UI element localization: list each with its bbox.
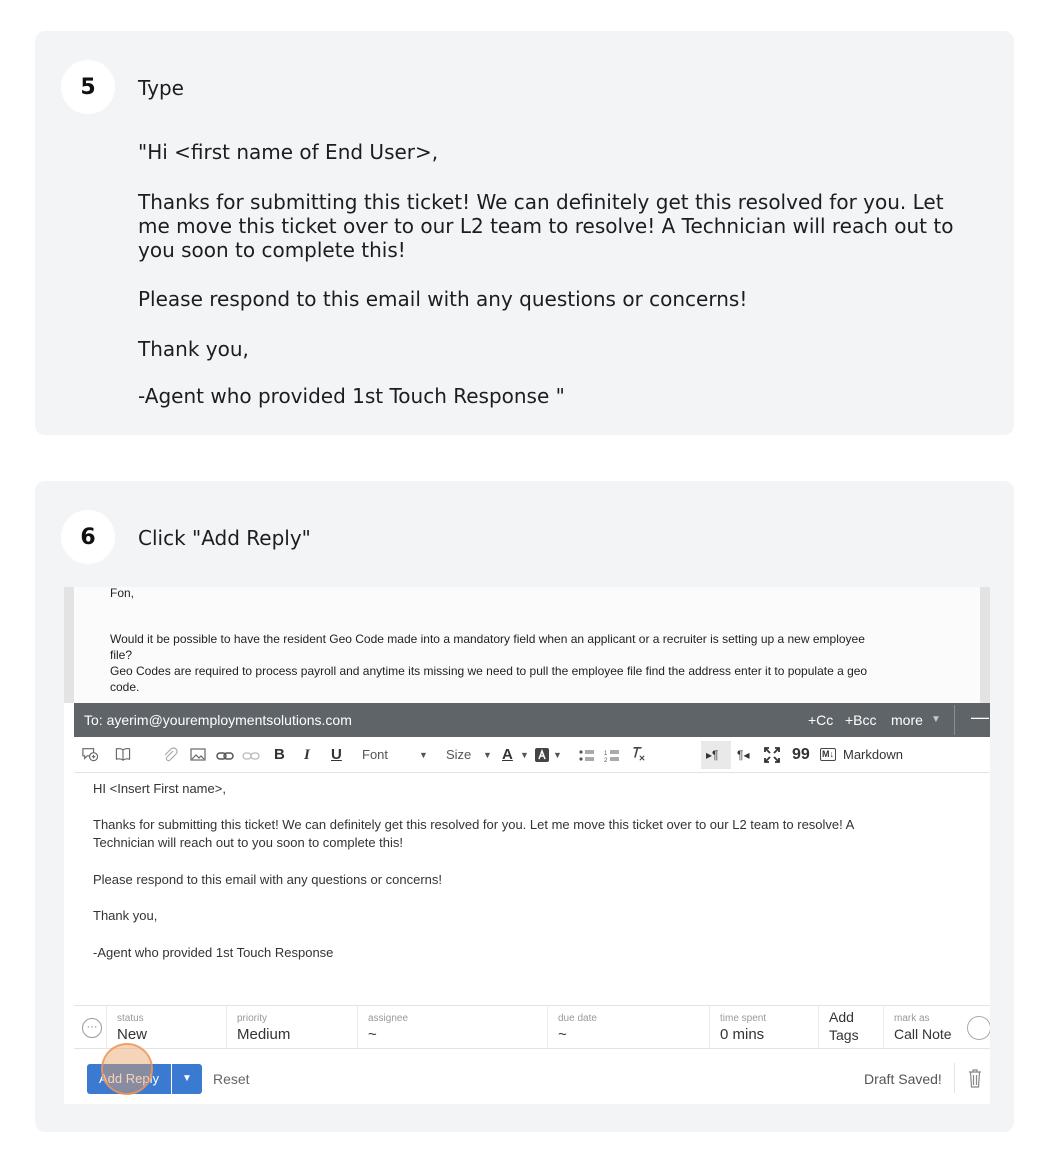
italic-button[interactable]: I [304,747,310,763]
click-indicator [101,1043,153,1095]
reply-actions [74,1049,990,1104]
editor-line: Thanks for submitting this ticket! We can definitely get this resolved for you. Let me move this ticket over to our L2 team to resolve! A [93,817,855,832]
knowledge-base-icon[interactable] [114,746,132,762]
add-tags-line1: Add [829,1009,854,1025]
editor-line: Technician will reach out to you soon to complete this! [93,835,404,850]
add-cc-link[interactable]: +Cc [808,712,834,728]
step-5-card [35,31,1014,435]
instruction-line: -Agent who provided 1st Touch Response " [138,384,565,408]
ltr-direction-icon[interactable]: ▸¶ [706,748,719,762]
mark-as-value: Call Note [894,1026,952,1042]
instruction-line: "Hi <first name of End User>, [138,140,439,164]
priority-field[interactable] [226,1006,357,1048]
due-date-field[interactable] [547,1006,709,1048]
call-note-toggle[interactable] [967,1016,990,1040]
clear-formatting-icon[interactable] [629,746,647,762]
instruction-line: Thank you, [138,337,249,361]
step-number-badge: 5 [61,60,115,114]
rtl-direction-icon[interactable]: ¶◂ [737,748,750,762]
due-date-label: due date [558,1013,597,1024]
divider [954,1063,955,1093]
size-select[interactable]: Size [446,747,472,762]
recipient-field[interactable]: To: ayerim@youremploymentsolutions.com [84,712,352,728]
attachment-icon[interactable] [162,747,178,763]
instruction-line: Thanks for submitting this ticket! We can definitely get this resolved for you. Let [138,190,944,214]
more-options-icon[interactable]: ··· [82,1018,102,1038]
fullscreen-icon[interactable] [764,747,780,763]
more-menu[interactable]: more [891,712,923,728]
status-label: status [117,1013,144,1024]
reset-button[interactable]: Reset [213,1071,250,1087]
chevron-down-icon: ▼ [553,750,562,760]
svg-text:1: 1 [604,751,608,757]
add-reply-dropdown[interactable] [172,1064,202,1094]
compose-header [74,703,990,737]
add-tags-button[interactable] [818,1006,883,1048]
svg-text:2: 2 [604,758,608,764]
email-thread [64,587,990,703]
underline-button[interactable]: U [331,746,342,763]
markdown-icon: M↓ [822,749,834,759]
chevron-down-icon: ▼ [419,750,428,760]
assignee-value: ~ [368,1026,377,1043]
chevron-down-icon: ▼ [182,1073,192,1084]
editor-line: Thank you, [93,908,158,923]
assignee-field[interactable] [357,1006,547,1048]
mark-as-label: mark as [894,1013,930,1024]
bullet-list-icon[interactable] [579,748,595,764]
add-bcc-link[interactable]: +Bcc [845,712,877,728]
ticket-properties-bar [74,1005,990,1049]
email-line: code. [110,680,140,694]
instruction-line: Please respond to this email with any questions or concerns! [138,287,748,311]
time-spent-value: 0 mins [720,1026,765,1043]
step-title: Type [138,76,184,100]
text-color-icon[interactable]: A [502,746,513,763]
canned-response-icon[interactable] [80,746,100,762]
add-tags-line2: Tags [829,1027,859,1043]
draft-status: Draft Saved! [864,1071,942,1087]
editor-line: Please respond to this email with any questions or concerns! [93,872,443,887]
minimize-button[interactable]: — [971,707,989,727]
time-spent-field[interactable] [709,1006,818,1048]
instruction-line: you soon to complete this! [138,238,406,262]
email-line: file? [110,648,133,662]
link-icon[interactable] [216,748,234,764]
numbered-list-icon[interactable] [604,748,620,764]
trash-icon[interactable] [968,1067,982,1089]
editor-line: -Agent who provided 1st Touch Response [93,945,334,960]
instruction-line: me move this ticket over to our L2 team to resolve! A Technician will reach out to [138,214,954,238]
step-6-card [35,481,1014,1132]
background-color-icon[interactable] [534,747,550,763]
editor-line: HI <Insert First name>, [93,781,226,796]
font-select[interactable]: Font [362,747,389,762]
screenshot [64,587,990,1104]
reply-editor[interactable] [74,773,990,1005]
unlink-icon[interactable] [242,748,260,764]
status-field[interactable] [106,1006,226,1048]
divider [954,705,955,735]
email-line: Geo Codes are required to process payroll and anytime its missing we need to pull the employee file find the address enter it to populate a geo [110,664,868,678]
editor-toolbar [74,737,990,773]
quote-button[interactable]: 99 [792,746,810,763]
step-title: Click "Add Reply" [138,526,311,550]
priority-label: priority [237,1013,268,1024]
step-number-badge: 6 [61,510,115,564]
chevron-down-icon: ▼ [931,714,941,725]
markdown-toggle[interactable]: Markdown [843,747,903,762]
chevron-down-icon: ▼ [520,750,529,760]
time-spent-label: time spent [720,1013,767,1024]
image-icon[interactable] [189,747,207,763]
priority-value: Medium [237,1026,291,1043]
status-value: New [117,1026,148,1043]
chevron-down-icon: ▼ [483,750,492,760]
assignee-label: assignee [368,1013,409,1024]
add-reply-button[interactable]: Add Reply [87,1064,171,1094]
email-line: Would it be possible to have the resident Geo Code made into a mandatory field when an applicant or a recruiter is setting up a new employee [110,632,865,646]
bold-button[interactable]: B [274,746,285,763]
due-date-value: ~ [558,1026,567,1043]
email-line: Fon, [110,587,135,600]
